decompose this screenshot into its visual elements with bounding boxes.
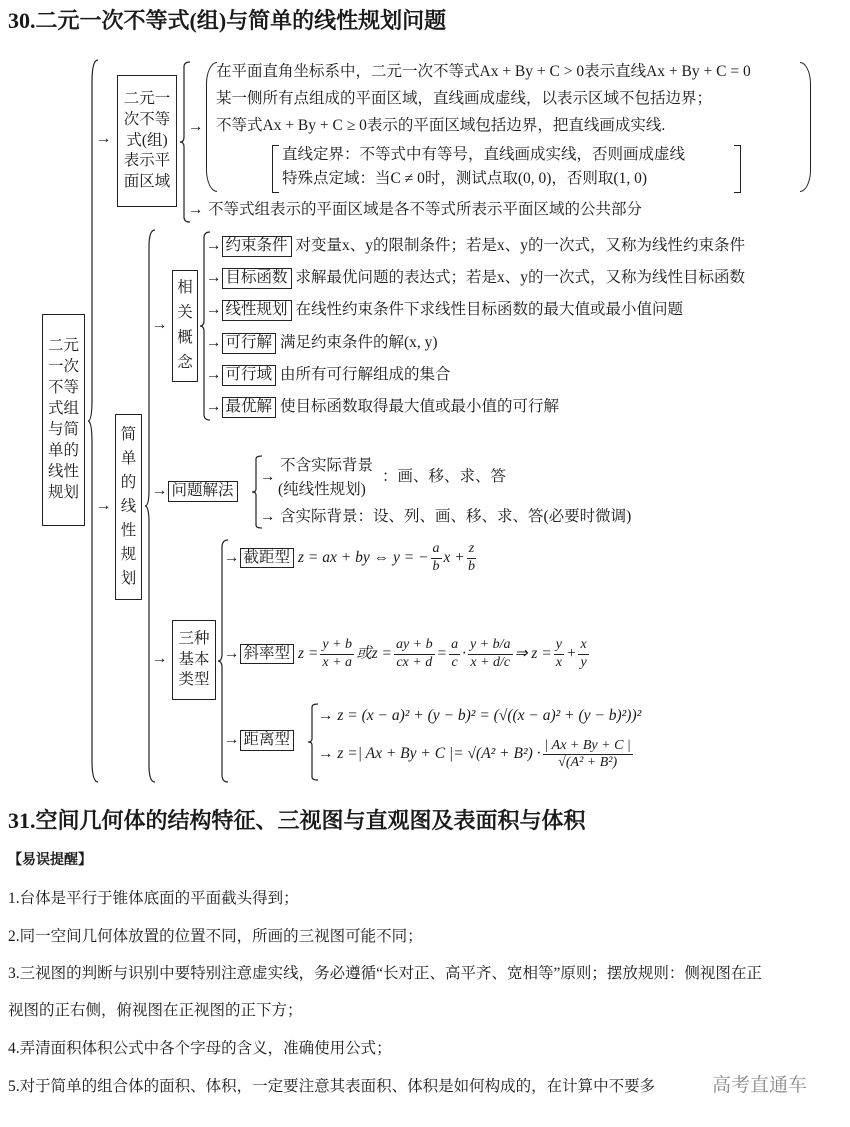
root-line: 规划 [47,483,79,501]
arrow-icon: → [152,316,168,333]
concepts-brace [200,232,210,420]
concept-term: 约束条件 [222,236,292,257]
fraction [543,738,633,771]
concept-desc: 求解最优问题的表达式；若是x、y的一次式，又称为线性目标函数 [295,269,746,286]
root-line: 二元 [47,337,79,355]
numerator: a [449,637,460,654]
concepts-box-char: 概 [177,329,193,346]
tip-item: 2.同一空间几何体放置的位置不同，所画的三视图可能不同； [8,928,423,945]
types-box-line: 类型 [178,671,210,689]
numerator: | Ax + By + C | [543,738,633,755]
denominator: x + d/c [470,654,511,670]
concept-desc: 对变量x、y的限制条件；若是x、y的一次式，又称为线性约束条件 [295,237,746,254]
method-box: 问题解法 [168,481,238,502]
tip-item: 3.三视图的判断与识别中要特别注意虚实线，务必遵循“长对正、高平齐、宽相等”原则；摆放规则：侧视图在正 [8,965,762,982]
denominator: b [467,558,475,574]
watermark: 高考直通车 [712,1075,808,1096]
arrow-icon: → [96,130,112,147]
distance-brace [308,704,318,780]
concept-desc: 使目标函数取得最大值或最小值的可行解 [280,398,560,415]
lp-brace [145,230,155,782]
method-1a: 不含实际背景 [280,457,374,474]
fraction [554,637,564,670]
arrow-icon: → [206,301,222,318]
formula-part: + [565,644,577,662]
slope-label: 斜率型 [240,644,295,665]
formula-part: = [436,644,448,662]
lp-box-char: 单 [120,449,137,467]
root-line: 与简 [47,421,79,438]
fraction [578,637,588,670]
root-line: 线性 [47,462,79,480]
concept-item [206,236,745,257]
lp-box-char: 规 [120,546,137,564]
concept-term: 可行解 [222,333,277,354]
formula-part: z = ax + by ⇔ y = − [298,548,429,566]
arrow-icon: → [206,237,222,254]
root-line: 不等 [47,379,79,397]
formula-part: z = [298,644,319,662]
tip-heading: 【易误提醒】 [8,853,92,868]
formula-part: 或z = [356,644,392,662]
numerator: y + b/a [468,637,513,654]
lp-box [115,414,142,600]
arrow-icon: → [206,366,222,383]
slope-type [224,634,591,674]
concepts-box [172,270,198,382]
region-brace [180,62,190,222]
arrow-icon: → [96,497,112,514]
types-box-line: 三种 [178,629,210,647]
fraction [394,637,435,670]
section-30-title: 30.二元一次不等式(组)与简单的线性规划问题 [8,8,447,33]
region-box [117,75,177,207]
tip-item: 4.弄清面积体积公式中各个字母的含义，准确使用公式； [8,1040,392,1057]
fraction [431,541,442,574]
bracket-line: 特殊点定域：当C ≠ 0时，测试点取(0, 0)，否则取(1, 0) [282,170,647,187]
numerator: y [554,637,564,654]
numerator: ay + b [394,637,435,654]
distance-formula-2 [318,738,635,771]
types-box [172,620,216,700]
denominator: √(A² + B²) [558,755,618,771]
region-box-line: 次不等 [123,110,171,128]
fraction [467,541,476,574]
numerator: z [467,541,476,558]
region-line: 某一侧所有点组成的平面区域，直线画成虚线，以表示区域不包括边界； [216,90,713,107]
region-box-line: 式(组) [126,131,168,149]
right-bracket [734,145,741,193]
lp-box-char: 线 [120,497,137,515]
concept-item [206,365,451,386]
concept-desc: 在线性约束条件下求线性目标函数的最大值或最小值问题 [295,301,684,318]
lp-box-char: 的 [120,473,137,491]
arrow-icon: → [206,269,222,286]
concept-desc: 满足约束条件的解(x, y) [280,334,438,351]
concepts-box-char: 念 [177,353,193,371]
arrow-icon: → [224,731,240,748]
lp-box-char: 性 [120,522,137,539]
intercept-label: 截距型 [240,548,295,569]
arrow-icon: → [206,398,222,415]
arrow-icon: → [188,201,204,218]
concept-term: 线性规划 [222,300,292,321]
denominator: x [555,654,562,670]
method-2: 含实际背景：设、列、画、移、求、答(必要时微调) [280,508,632,525]
concept-item [206,333,438,354]
lp-box-char: 简 [120,425,137,443]
formula-part: · [462,644,466,662]
system-text: 不等式组表示的平面区域是各不等式所表示平面区域的公共部分 [208,201,643,218]
concept-item [206,397,559,418]
root-line: 单的 [47,441,79,459]
concepts-box-char: 相 [177,279,193,297]
region-box-line: 二元一 [123,89,171,107]
root-line: 一次 [47,358,79,376]
tip-item: 5.对于简单的组合体的面积、体积，一定要注意其表面积、体积是如何构成的，在计算中不要多 [8,1078,656,1095]
types-box-line: 基本 [178,650,210,668]
numerator: x [578,637,588,654]
arrow-icon: → [206,334,222,351]
root-box [42,314,85,526]
concept-term: 最优解 [222,397,277,418]
concepts-box-char: 关 [177,304,193,322]
arrow-icon: → [224,548,240,566]
denominator: b [432,558,440,574]
formula-part: → z =| Ax + By + C |= √(A² + B²) · [318,745,541,763]
arrow-icon: → [188,118,204,135]
fraction [320,637,354,670]
main-brace [88,60,98,782]
concept-term: 可行域 [222,365,277,386]
left-bracket [272,145,279,193]
concept-item [206,268,745,289]
numerator: a [431,541,442,558]
fraction [468,637,513,670]
denominator: y [580,654,587,670]
denominator: c [451,654,458,670]
fraction [449,637,460,670]
concept-desc: 由所有可行解组成的集合 [280,366,451,383]
concept-item [206,300,683,321]
denominator: x + a [322,654,353,670]
arrow-icon: → [224,644,240,662]
formula-part: x + [443,548,465,566]
denominator: cx + d [396,654,433,670]
distance-label: 距离型 [240,730,295,751]
arrow-icon: → [260,468,276,485]
numerator: y + b [320,637,354,654]
region-line: 在平面直角坐标系中，二元一次不等式Ax + By + C > 0表示直线Ax + By + C = 0 [216,63,751,80]
distance-type [224,730,298,751]
method-row [152,481,242,502]
region-box-line: 表示平 [123,152,171,170]
section-31-title: 31.空间几何体的结构特征、三视图与直观图及表面积与体积 [8,808,586,833]
method-1b: (纯线性规划) [278,481,366,498]
arrow-icon: → [152,650,168,667]
bracket-line: 直线定界：不等式中有等号，直线画成实线，否则画成虚线 [282,146,686,163]
root-line: 式组 [47,400,79,418]
formula-part: ⇒ z = [514,644,552,662]
arrow-icon: → [152,482,168,499]
lp-box-char: 划 [120,570,137,588]
method-1c: ：画、移、求、答 [382,468,507,485]
distance-formula-1: → z = (x − a)² + (y − b)² = (√((x − a)² + (y − b)²))² [318,707,642,724]
intercept-type [224,540,478,576]
arrow-icon: → [260,508,276,525]
concept-term: 目标函数 [222,268,292,289]
region-box-line: 面区域 [123,173,171,191]
region-line: 不等式Ax + By + C ≥ 0表示的平面区域包括边界，把直线画成实线. [216,117,666,134]
right-paren [800,62,811,192]
tip-item: 1.台体是平行于锥体底面的平面截头得到； [8,890,299,907]
tip-item: 视图的正右侧，俯视图在正视图的正下方； [8,1002,303,1019]
